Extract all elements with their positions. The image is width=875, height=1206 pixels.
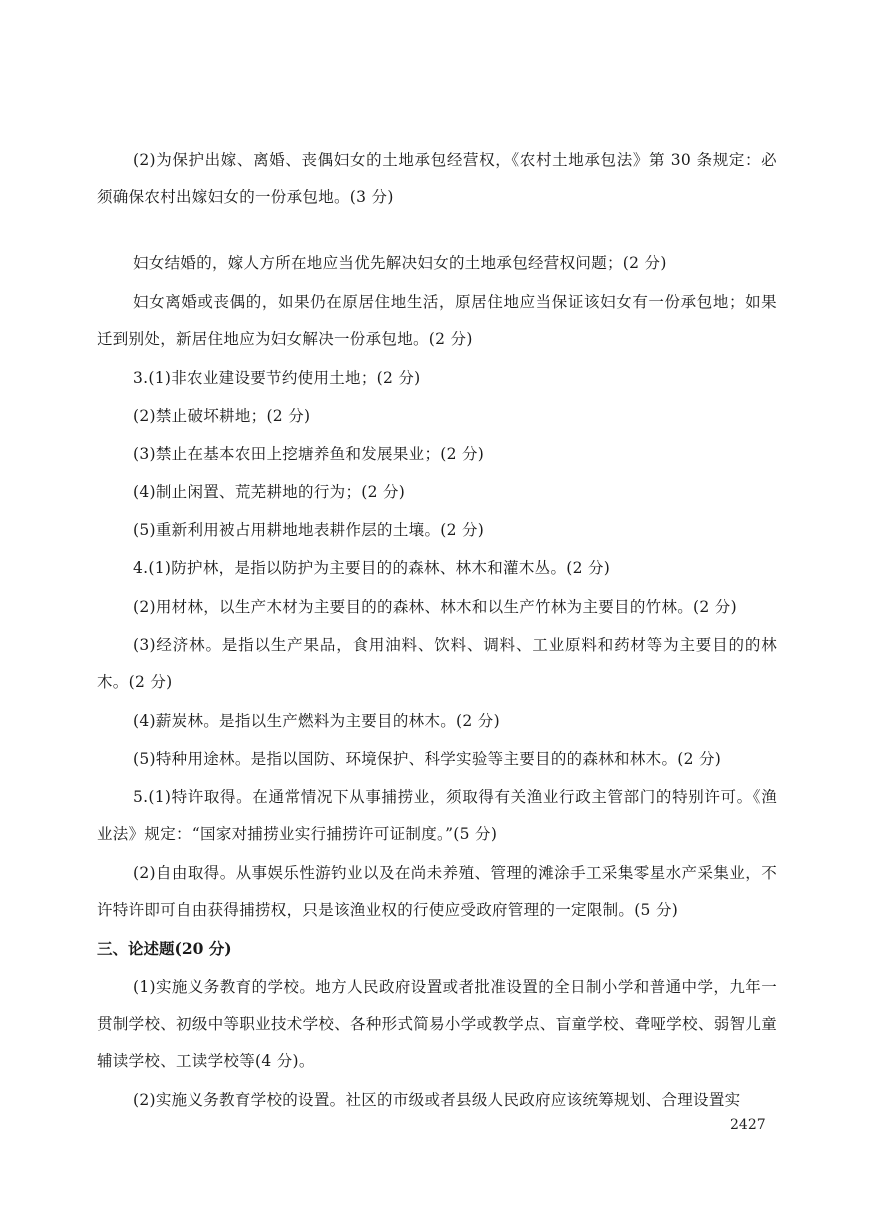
paragraph-item-4-4: (4)薪炭林。是指以生产燃料为主要目的林木。(2 分) <box>133 712 500 730</box>
paragraph-item-3-5: (5)重新利用被占用耕地地表耕作层的土壤。(2 分) <box>133 521 485 539</box>
paragraph-item-5-1: 5.(1)特许取得。在通常情况下从事捕捞业，须取得有关渔业行政主管部门的特别许可。《渔业法》规定：“国家对捕捞业实行捕捞许可证制度。”(5 分) <box>97 788 777 843</box>
paragraph-land-contract-rights: (2)为保护出嫁、离婚、丧偶妇女的土地承包经营权，《农村土地承包法》第 30 条规定：必须确保农村出嫁妇女的一份承包地。(3 分) <box>97 151 777 206</box>
paragraph-item-3-3: (3)禁止在基本农田上挖塘养鱼和发展果业；(2 分) <box>133 445 485 463</box>
paragraph-item-4-1: 4.(1)防护林，是指以防护为主要目的的森林、林木和灌木丛。(2 分) <box>133 559 611 577</box>
paragraph-marriage-rule: 妇女结婚的，嫁人方所在地应当优先解决妇女的土地承包经营权问题；(2 分) <box>133 254 667 272</box>
paragraph-essay-2: (2)实施义务教育学校的设置。社区的市级或者县级人民政府应该统筹规划、合理设置实 <box>133 1091 741 1109</box>
paragraph-item-3-1: 3.(1)非农业建设要节约使用土地；(2 分) <box>133 369 421 387</box>
paragraph-essay-1: (1)实施义务教育的学校。地方人民政府设置或者批准设置的全日制小学和普通中学，九年一贯制学校、初级中等职业技术学校、各种形式简易小学或教学点、盲童学校、聋哑学校、弱智儿童辅读学校、工读学校等(4 分)。 <box>97 978 777 1070</box>
page-number: 2427 <box>730 1117 766 1133</box>
paragraph-item-4-5: (5)特种用途林。是指以国防、环境保护、科学实验等主要目的的森林和林木。(2 分) <box>133 750 722 768</box>
section-heading-essay: 三、论述题(20 分) <box>97 939 232 958</box>
paragraph-item-3-4: (4)制止闲置、荒芜耕地的行为；(2 分) <box>133 483 406 501</box>
paragraph-divorce-rule: 妇女离婚或丧偶的，如果仍在原居住地生活，原居住地应当保证该妇女有一份承包地；如果迁到别处，新居住地应为妇女解决一份承包地。(2 分) <box>97 293 777 348</box>
paragraph-item-4-3: (3)经济林。是指以生产果品，食用油料、饮料、调料、工业原料和药材等为主要目的的林木。(2 分) <box>97 636 777 691</box>
paragraph-item-4-2: (2)用材林，以生产木材为主要目的的森林、林木和以生产竹林为主要目的竹林。(2 分) <box>133 598 737 616</box>
paragraph-item-5-2: (2)自由取得。从事娱乐性游钓业以及在尚未养殖、管理的滩涂手工采集零星水产采集业，不许特许即可自由获得捕捞权，只是该渔业权的行使应受政府管理的一定限制。(5 分) <box>97 864 777 919</box>
paragraph-item-3-2: (2)禁止破坏耕地；(2 分) <box>133 407 311 425</box>
